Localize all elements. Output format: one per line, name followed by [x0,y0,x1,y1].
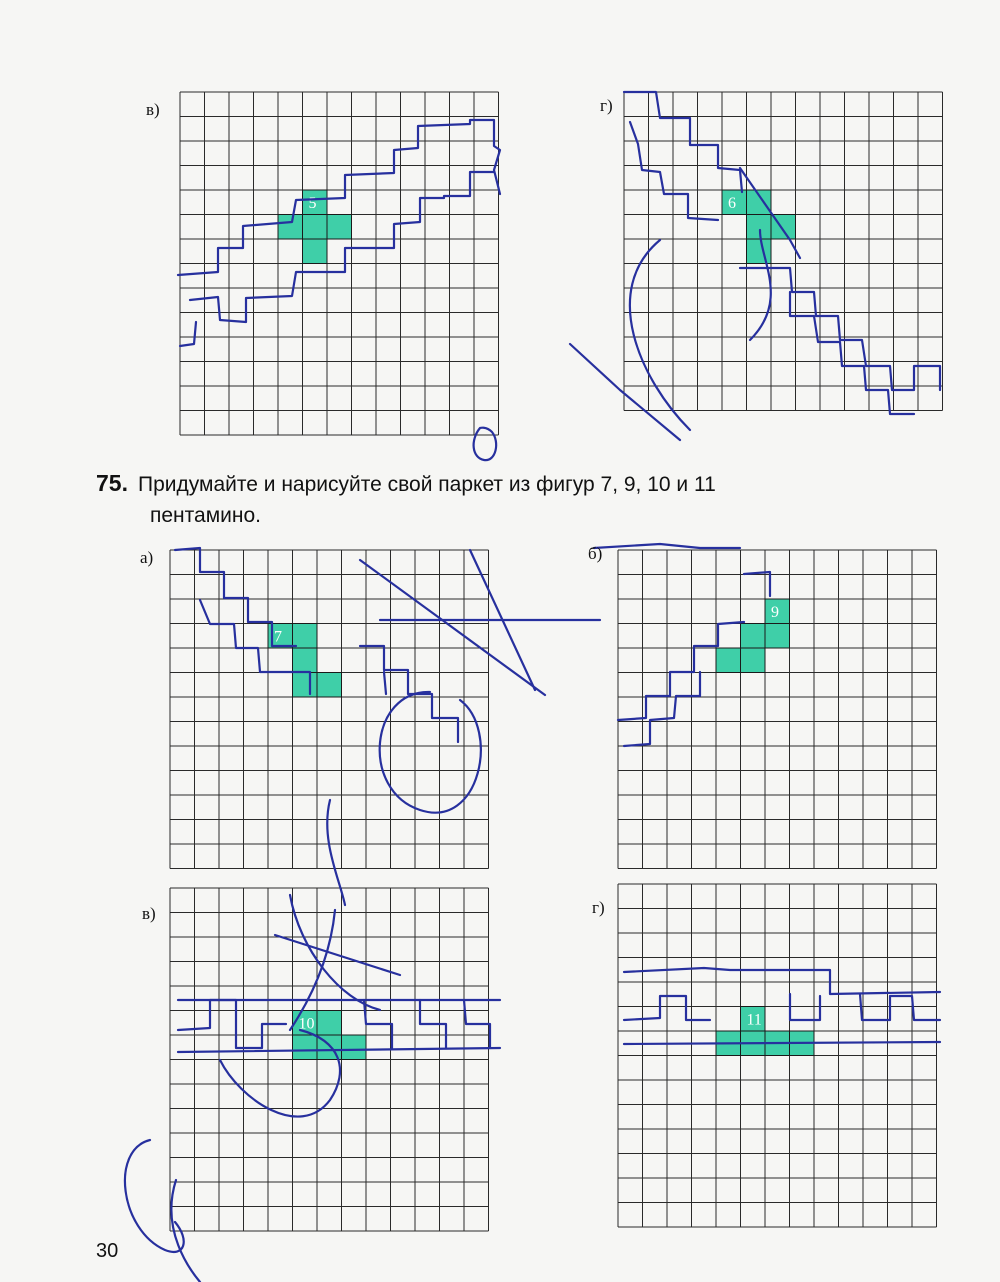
pentomino-cell [741,648,766,673]
pentomino-cell [293,1035,318,1060]
pentomino-cell [278,215,303,240]
pen-stroke [594,544,740,548]
grid-b [618,550,937,869]
pentomino-cell [293,624,318,649]
pentomino-cell [303,239,328,264]
pen-stroke [474,428,497,460]
pentomino-11 [716,1007,814,1056]
pentomino-number: 6 [728,195,736,212]
pen-stroke [420,1000,446,1048]
pentomino-cell [765,624,790,649]
pentomino-5 [278,190,352,264]
pentomino-cell [741,624,766,649]
pen-stroke [327,800,345,905]
panel-label-v: в) [142,904,156,923]
pen-stroke [384,672,386,694]
pentomino-cell [317,1011,342,1036]
pentomino-cell [747,215,772,240]
pen-stroke [180,322,196,346]
task-number: 75. [96,470,128,496]
panel-label-top-left: в) [146,100,160,119]
panel-label-b: б) [588,544,603,563]
pentomino-number: 7 [274,628,282,646]
pen-stroke [744,572,770,596]
pen-stroke [630,240,690,430]
pentomino-cell [317,673,342,698]
pentomino-number: 9 [771,604,779,621]
pen-stroke [360,560,545,695]
pentomino-6 [722,190,796,264]
grid-top-right [624,92,943,411]
pen-stroke [570,344,680,440]
task-text-line1: Придумайте и нарисуйте свой паркет из фигур 7, 9, 10 и 11 [137,473,716,496]
task-text-line2: пентамино. [150,504,261,527]
pen-stroke [624,672,700,746]
pen-stroke [178,120,500,275]
pen-stroke [624,968,940,994]
pen-stroke [275,935,400,975]
pentomino-cell [293,673,318,698]
pentomino-9 [716,599,790,673]
pentomino-7 [268,624,342,698]
grid-top-left [180,92,499,435]
panel-label-top-right: г) [600,96,613,115]
pentomino-10 [293,1011,367,1060]
pentomino-cell [716,648,741,673]
pen-stroke [360,646,458,742]
pentomino-number: 5 [308,195,317,212]
pen-stroke [624,1042,940,1044]
pentomino-number: 11 [746,1011,762,1029]
pentomino-cell [342,1035,367,1060]
pentomino-cell [747,239,772,264]
page-number: 30 [96,1240,119,1262]
pentomino-cell [293,648,318,673]
panel-label-a: а) [140,548,154,567]
pen-stroke [790,292,914,414]
pen-stroke [624,92,742,192]
pentomino-cell [303,215,328,240]
task-75 [96,468,956,531]
pentomino-cell [327,215,352,240]
grid-a [170,550,489,869]
pentomino-number: 10 [298,1015,315,1033]
panel-label-g: г) [592,898,605,917]
pen-stroke [630,122,718,220]
pen-stroke [464,1000,490,1048]
